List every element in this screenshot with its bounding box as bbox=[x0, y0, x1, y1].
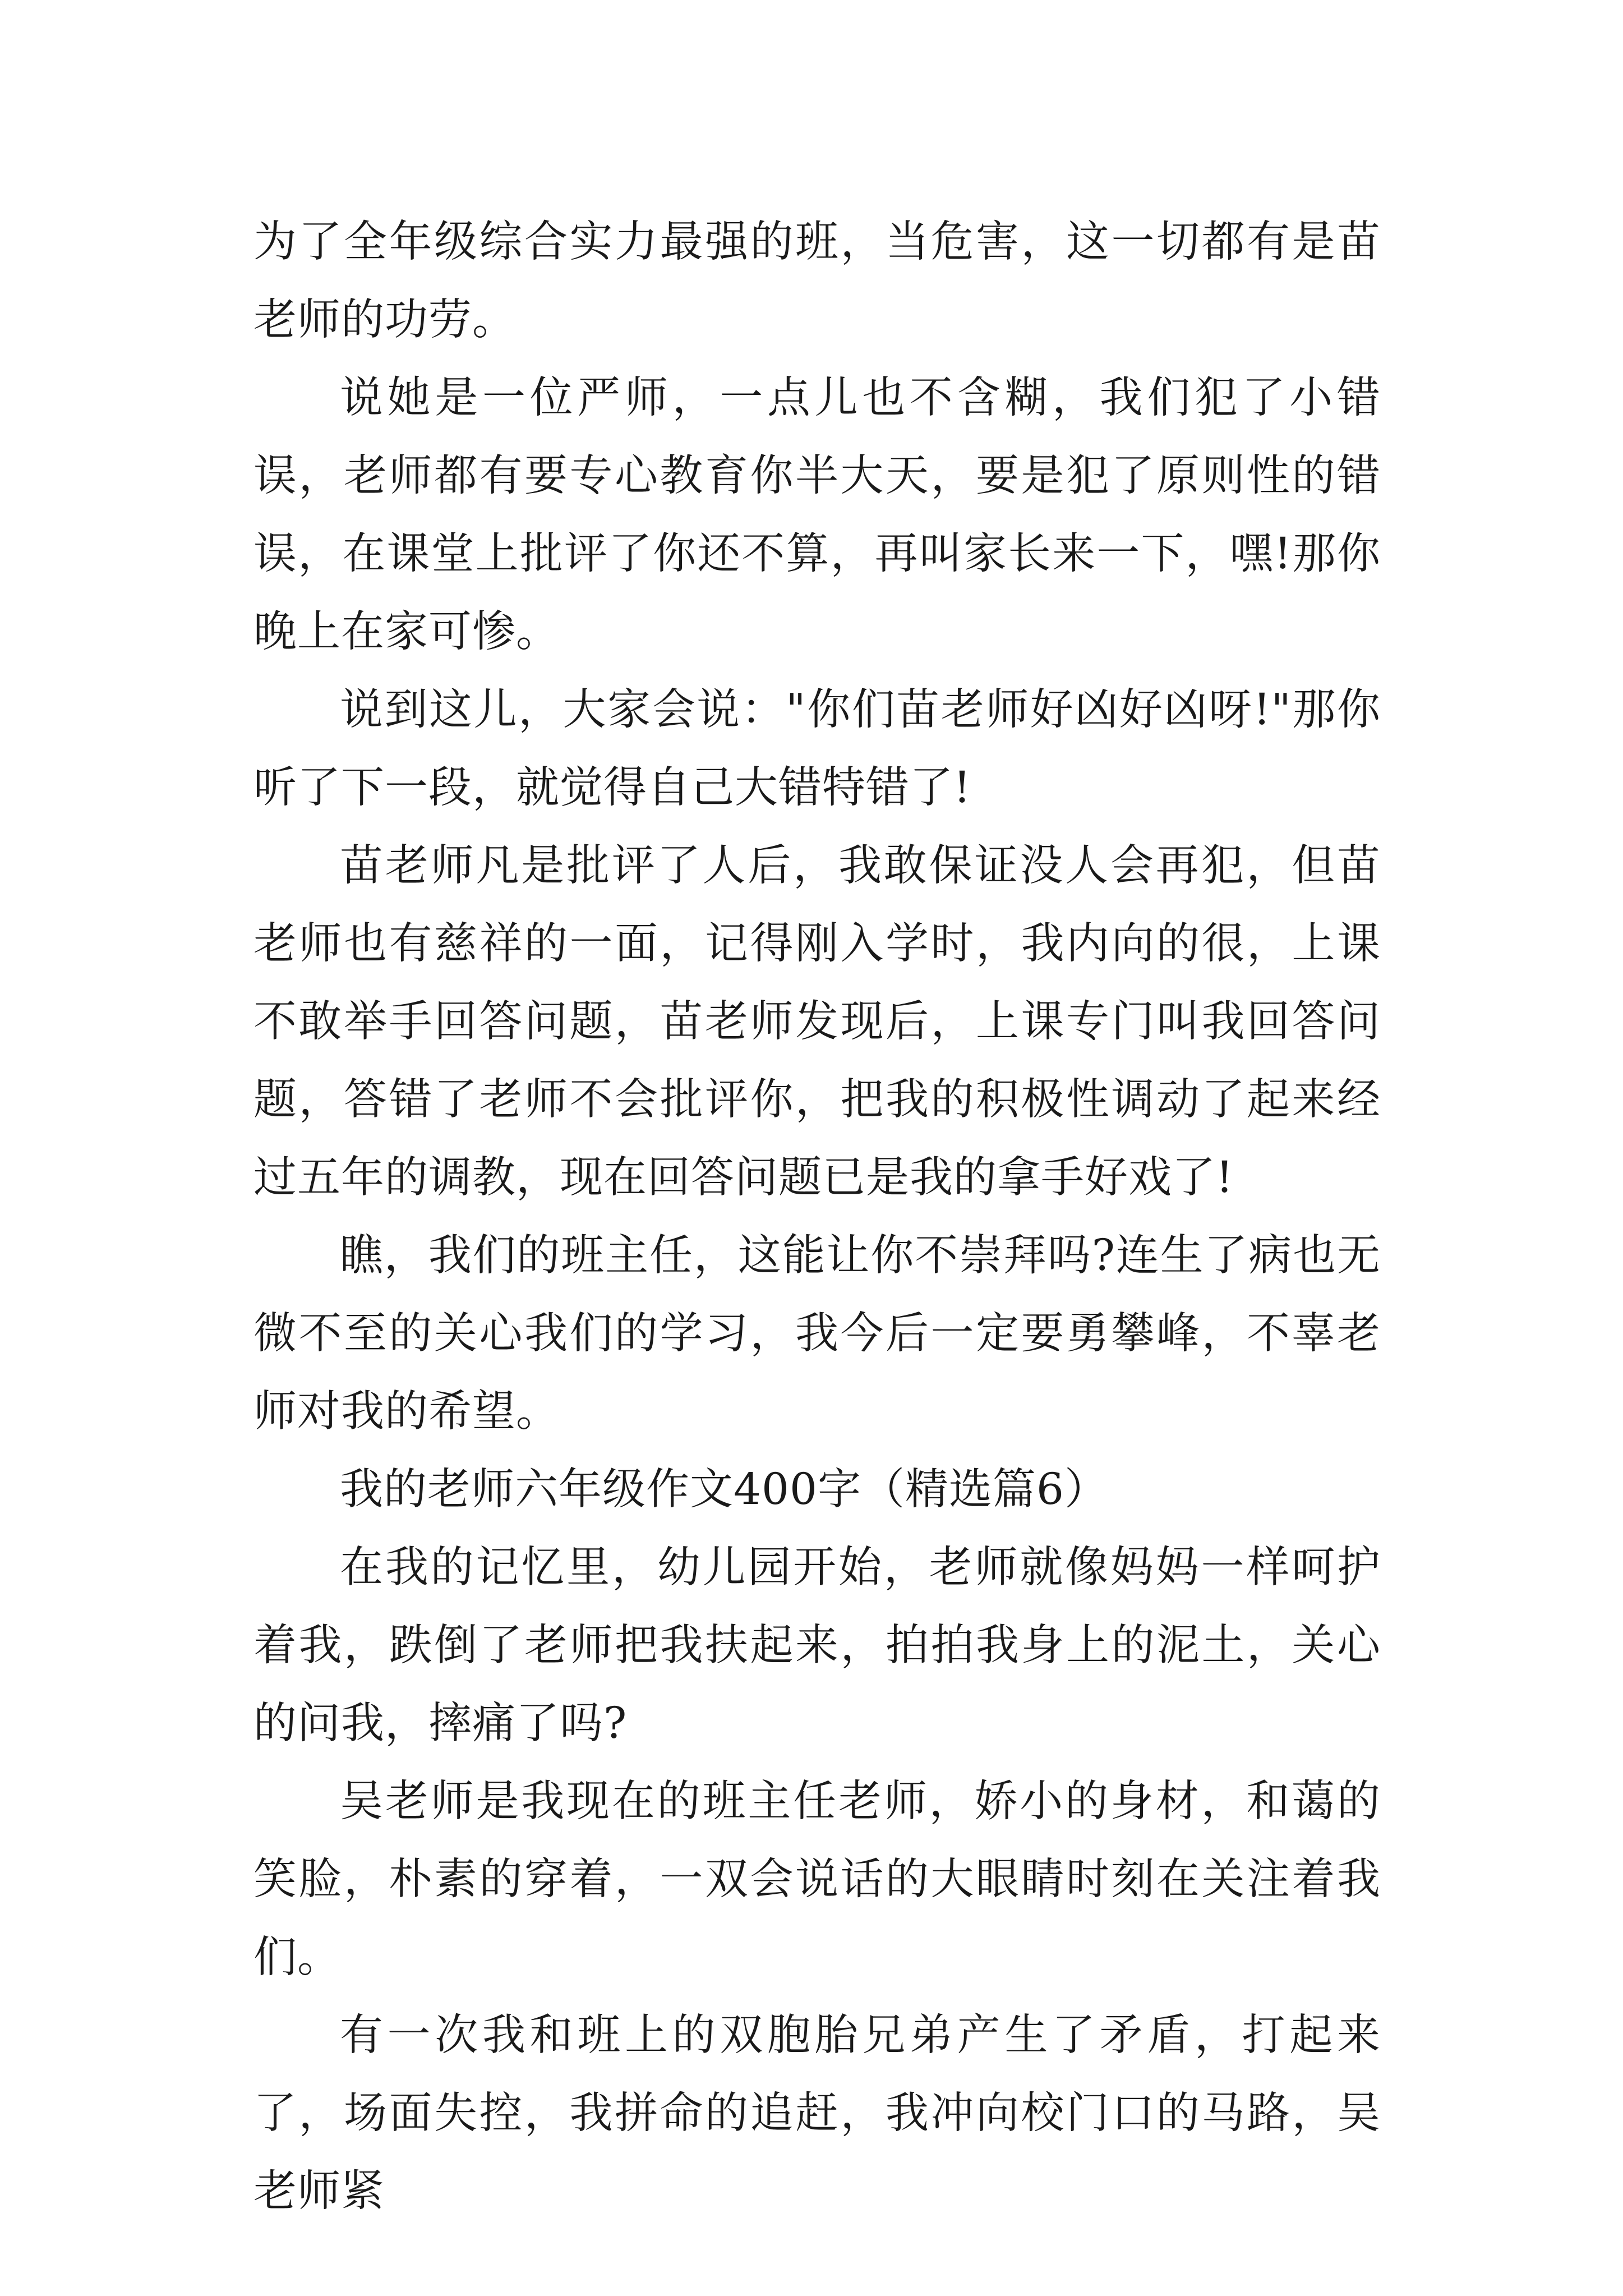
section-heading: 我的老师六年级作文400字（精选篇6） bbox=[340, 1465, 1108, 1515]
paragraph-continuation: 为了全年级综合实力最强的班，当危害，这一切都有是苗老师的功劳。 bbox=[253, 217, 1381, 345]
paragraph: 有一次我和班上的双胞胎兄弟产生了矛盾，打起来了，场面失控，我拼命的追赶，我冲向校门口的马路，吴老师紧 bbox=[253, 2010, 1381, 2216]
document-body bbox=[253, 203, 1381, 2230]
paragraph: 在我的记忆里，幼儿园开始，老师就像妈妈一样呵护着我，跌倒了老师把我扶起来，拍拍我身上的泥土，关心的问我，摔痛了吗? bbox=[253, 1543, 1381, 1749]
paragraph: 瞧，我们的班主任，这能让你不崇拜吗?连生了病也无微不至的关心我们的学习，我今后一定要勇攀峰，不辜老师对我的希望。 bbox=[253, 1231, 1381, 1437]
paragraph: 说到这儿，大家会说："你们苗老师好凶好凶呀!"那你听了下一段，就觉得自己大错特错了! bbox=[253, 685, 1381, 813]
paragraph: 吴老师是我现在的班主任老师，娇小的身材，和蔼的笑脸，朴素的穿着，一双会说话的大眼睛时刻在关注着我们。 bbox=[253, 1777, 1381, 1982]
paragraph: 说她是一位严师，一点儿也不含糊，我们犯了小错误，老师都有要专心教育你半大天，要是犯了原则性的错误，在课堂上批评了你还不算，再叫家长来一下，嘿!那你晚上在家可惨。 bbox=[253, 373, 1381, 657]
paragraph: 苗老师凡是批评了人后，我敢保证没人会再犯，但苗老师也有慈祥的一面，记得刚入学时，我内向的很，上课不敢举手回答问题，苗老师发现后，上课专门叫我回答问题，答错了老师不会批评你，把我的积极性调动了起来经过五年的调教，现在回答问题已是我的拿手好戏了! bbox=[253, 841, 1381, 1203]
